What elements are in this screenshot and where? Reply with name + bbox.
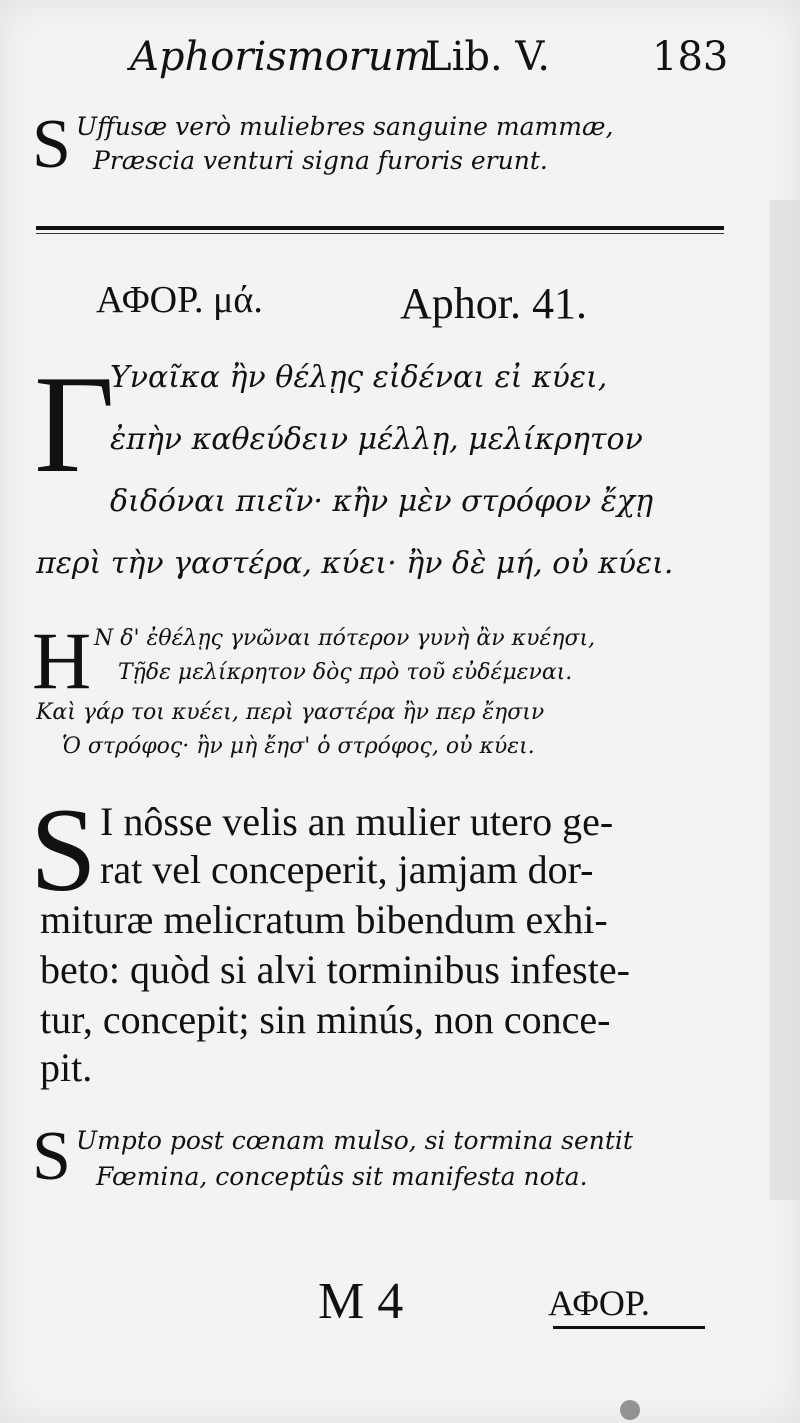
section-rule xyxy=(36,226,724,230)
latin-text-line: tur, concepit; sin minús, non conce- xyxy=(40,997,611,1042)
latin-text-line: I nôsse velis an mulier utero ge- xyxy=(100,799,614,844)
greek-verse-dropcap: H xyxy=(32,615,92,706)
aphorism-latin-heading: Aphor. 41. xyxy=(400,279,587,328)
greek-verse-line: Ὁ στρόφος· ἢν μὴ ἔησ' ὁ στρόφος, οὐ κύει. xyxy=(62,734,535,759)
greek-dropcap: Γ xyxy=(34,347,115,502)
catchword-underline xyxy=(553,1326,705,1329)
greek-text-line: περὶ τὴν γαστέρα, κύει· ἢν δὲ μή, οὐ κύει. xyxy=(36,546,674,581)
latin-text-line: pit. xyxy=(40,1045,93,1090)
aphorism-greek-heading: ΑΦΟΡ. μά. xyxy=(96,279,263,321)
page-number: 183 xyxy=(652,34,729,80)
signature-mark: M 4 xyxy=(318,1273,404,1330)
book-number: Lib. V. xyxy=(425,34,550,80)
running-title: Aphorismorum xyxy=(130,34,432,80)
greek-text-line: ἐπὴν καθεύδειν μέλλῃ, μελίκρητον xyxy=(110,422,643,457)
greek-verse-line: N δ' ἐθέλῃς γνῶναι πότερον γυνὴ ἂν κυέησι, xyxy=(94,626,596,651)
section-rule-thin xyxy=(36,233,724,234)
greek-verse-line: Τῇδε μελίκρητον δὸς πρὸ τοῦ εὐδέμεναι. xyxy=(118,660,573,685)
latin-text-line: beto: quòd si alvi torminibus infeste- xyxy=(40,947,630,992)
catchword: ΑΦΟΡ. xyxy=(548,1283,650,1323)
latin-text-line: mituræ melicratum bibendum exhi- xyxy=(40,897,608,942)
verse2-dropcap: S xyxy=(32,1118,71,1195)
verse1-dropcap: S xyxy=(32,106,71,183)
latin-text-line: rat vel conceperit, jamjam dor- xyxy=(100,847,594,892)
verse1-line: Præscia venturi signa furoris erunt. xyxy=(93,146,548,175)
verse1-line: Uffusæ verò muliebres sanguine mammæ, xyxy=(76,112,614,141)
verse2-line: Fœmina, conceptûs sit manifesta nota. xyxy=(96,1162,588,1191)
verse2-line: Umpto post cœnam mulso, si tormina sentit xyxy=(76,1126,633,1155)
greek-verse-line: Καὶ γάρ τοι κυέει, περὶ γαστέρα ἢν περ ἔησιν xyxy=(36,700,545,725)
greek-text-line: διδόναι πιεῖν· κἢν μὲν στρόφον ἔχῃ xyxy=(110,484,654,519)
greek-text-line: Υναῖκα ἢν θέλῃς εἰδέναι εἰ κύει, xyxy=(110,360,608,395)
latin-dropcap: S xyxy=(30,783,97,916)
